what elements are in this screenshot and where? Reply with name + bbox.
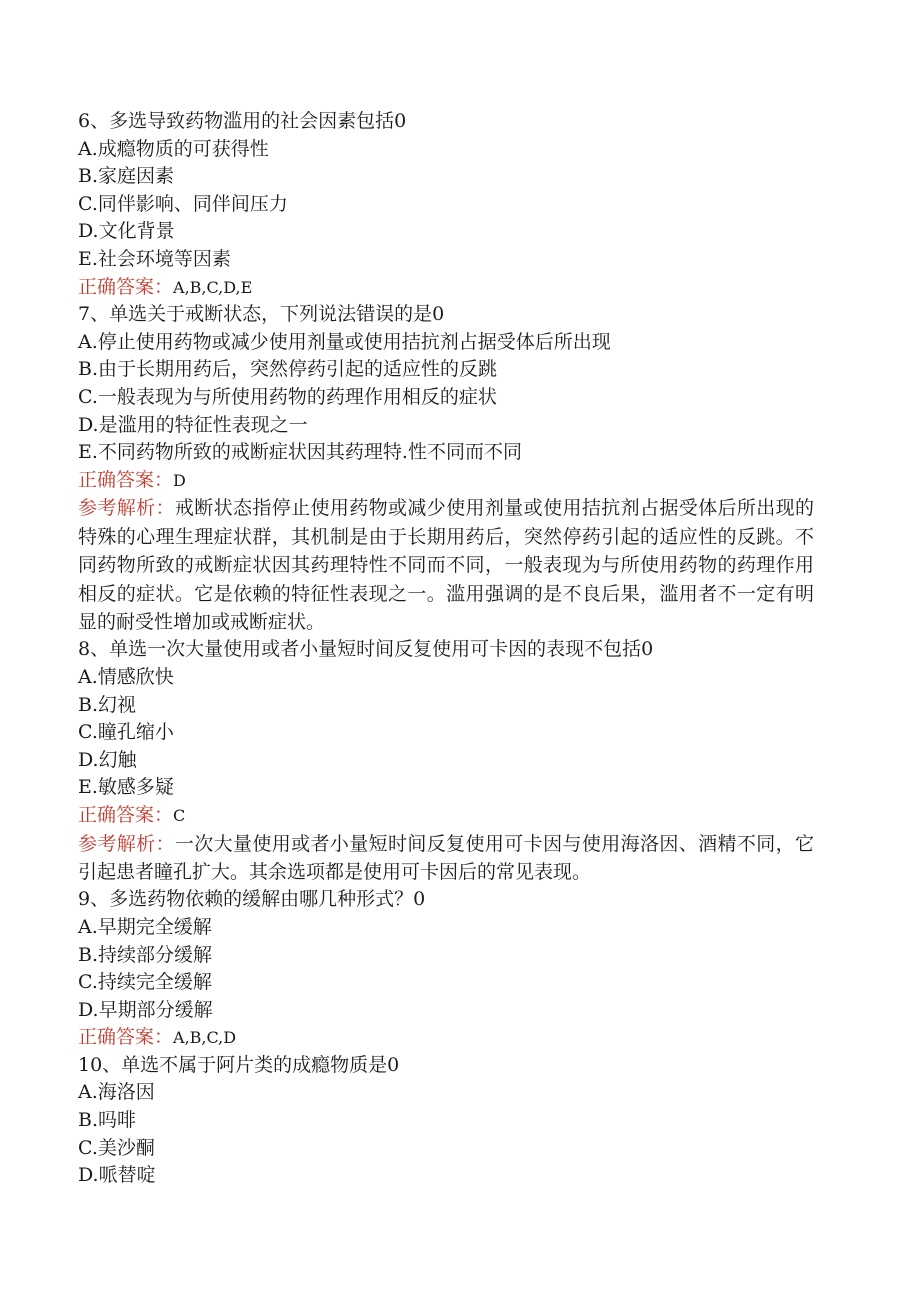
question-8-analysis	[78, 830, 814, 887]
analysis-label: 参考解析：	[78, 832, 175, 855]
answer-value: D	[173, 470, 186, 490]
question-6-stem: 6、多选导致药物滥用的社会因素包括0	[78, 110, 407, 132]
question-6-answer	[78, 274, 818, 302]
question-7-option-c: C.一般表现为与所使用药物的药理作用相反的症状	[78, 385, 497, 408]
question-8-stem: 8、单选一次大量使用或者小量短时间反复使用可卡因的表现不包括0	[78, 638, 654, 661]
question-6-option-a: A.成瘾物质的可获得性	[78, 137, 269, 160]
question-10-option-c: C.美沙酮	[78, 1136, 155, 1159]
question-9-stem: 9、多选药物依赖的缓解由哪几种形式？0	[78, 888, 426, 911]
question-9-option-a: A.早期完全缓解	[78, 915, 212, 938]
question-7-option-b: B.由于长期用药后，突然停药引起的适应性的反跳	[78, 358, 498, 381]
question-10-stem: 10、单选不属于阿片类的成瘾物质是0	[78, 1053, 400, 1076]
answer-label: 正确答案：	[78, 803, 174, 826]
answer-label: 正确答案：	[78, 275, 174, 298]
question-8-option-b: B.幻视	[78, 693, 137, 716]
question-9-option-b: B.持续部分缓解	[78, 943, 213, 966]
question-9-option-d: D.早期部分缓解	[78, 998, 213, 1021]
question-7-option-e: E.不同药物所致的戒断症状因其药理特.性不同而不同	[78, 441, 522, 464]
question-6-option-c: C.同伴影响、同伴间压力	[78, 192, 288, 215]
analysis-text: 戒断状态指停止使用药物或减少使用剂量或使用拮抗剂占据受体后所出现的特殊的心理生理症状群，其机制是由于长期用药后，突然停药引起的适应性的反跳。不同药物所致的戒断症状因其药理特性不同而不同，一般表现为与所使用药物的药理作用相反的症状。它是依赖的特征性表现之一。滥用强调的是不良后果，滥用者不一定有明显的耐受性增加或戒断症状。	[78, 497, 814, 633]
analysis-text: 一次大量使用或者小量短时间反复使用可卡因与使用海洛因、酒精不同，它引起患者瞳孔扩大。其余选项都是使用可卡因后的常见表现。	[78, 832, 814, 883]
question-7-option-a: A.停止使用药物或减少使用剂量或使用拮抗剂占据受体后所出现	[78, 330, 611, 353]
answer-value: A,B,C,D,E	[173, 277, 253, 297]
question-8-option-a: A.情感欣快	[78, 665, 174, 688]
question-document	[78, 108, 818, 1190]
answer-label: 正确答案：	[78, 1026, 174, 1049]
answer-label: 正确答案：	[78, 468, 174, 491]
question-6-option-b: B.家庭因素	[78, 165, 175, 188]
question-8-option-e: E.敏感多疑	[78, 776, 174, 799]
question-10-option-d: D.哌替啶	[78, 1164, 156, 1187]
question-8-option-c: C.瞳孔缩小	[78, 721, 174, 744]
question-6-option-d: D.文化背景	[78, 220, 175, 243]
question-7-answer	[78, 467, 818, 495]
answer-value: A,B,C,D	[173, 1028, 237, 1048]
question-10-option-b: B.吗啡	[78, 1109, 137, 1132]
question-8-option-d: D.幻触	[78, 748, 137, 771]
question-7-option-d: D.是滥用的特征性表现之一	[78, 413, 308, 436]
question-9-answer	[78, 1024, 818, 1052]
answer-value: C	[173, 805, 186, 825]
question-8-answer	[78, 802, 818, 830]
analysis-label: 参考解析：	[78, 497, 175, 520]
question-6-option-e: E.社会环境等因素	[78, 247, 231, 270]
question-7-analysis	[78, 494, 814, 636]
question-10-option-a: A.海洛因	[78, 1081, 155, 1104]
question-9-option-c: C.持续完全缓解	[78, 971, 212, 994]
question-7-stem: 7、单选关于戒断状态，下列说法错误的是0	[78, 303, 445, 326]
